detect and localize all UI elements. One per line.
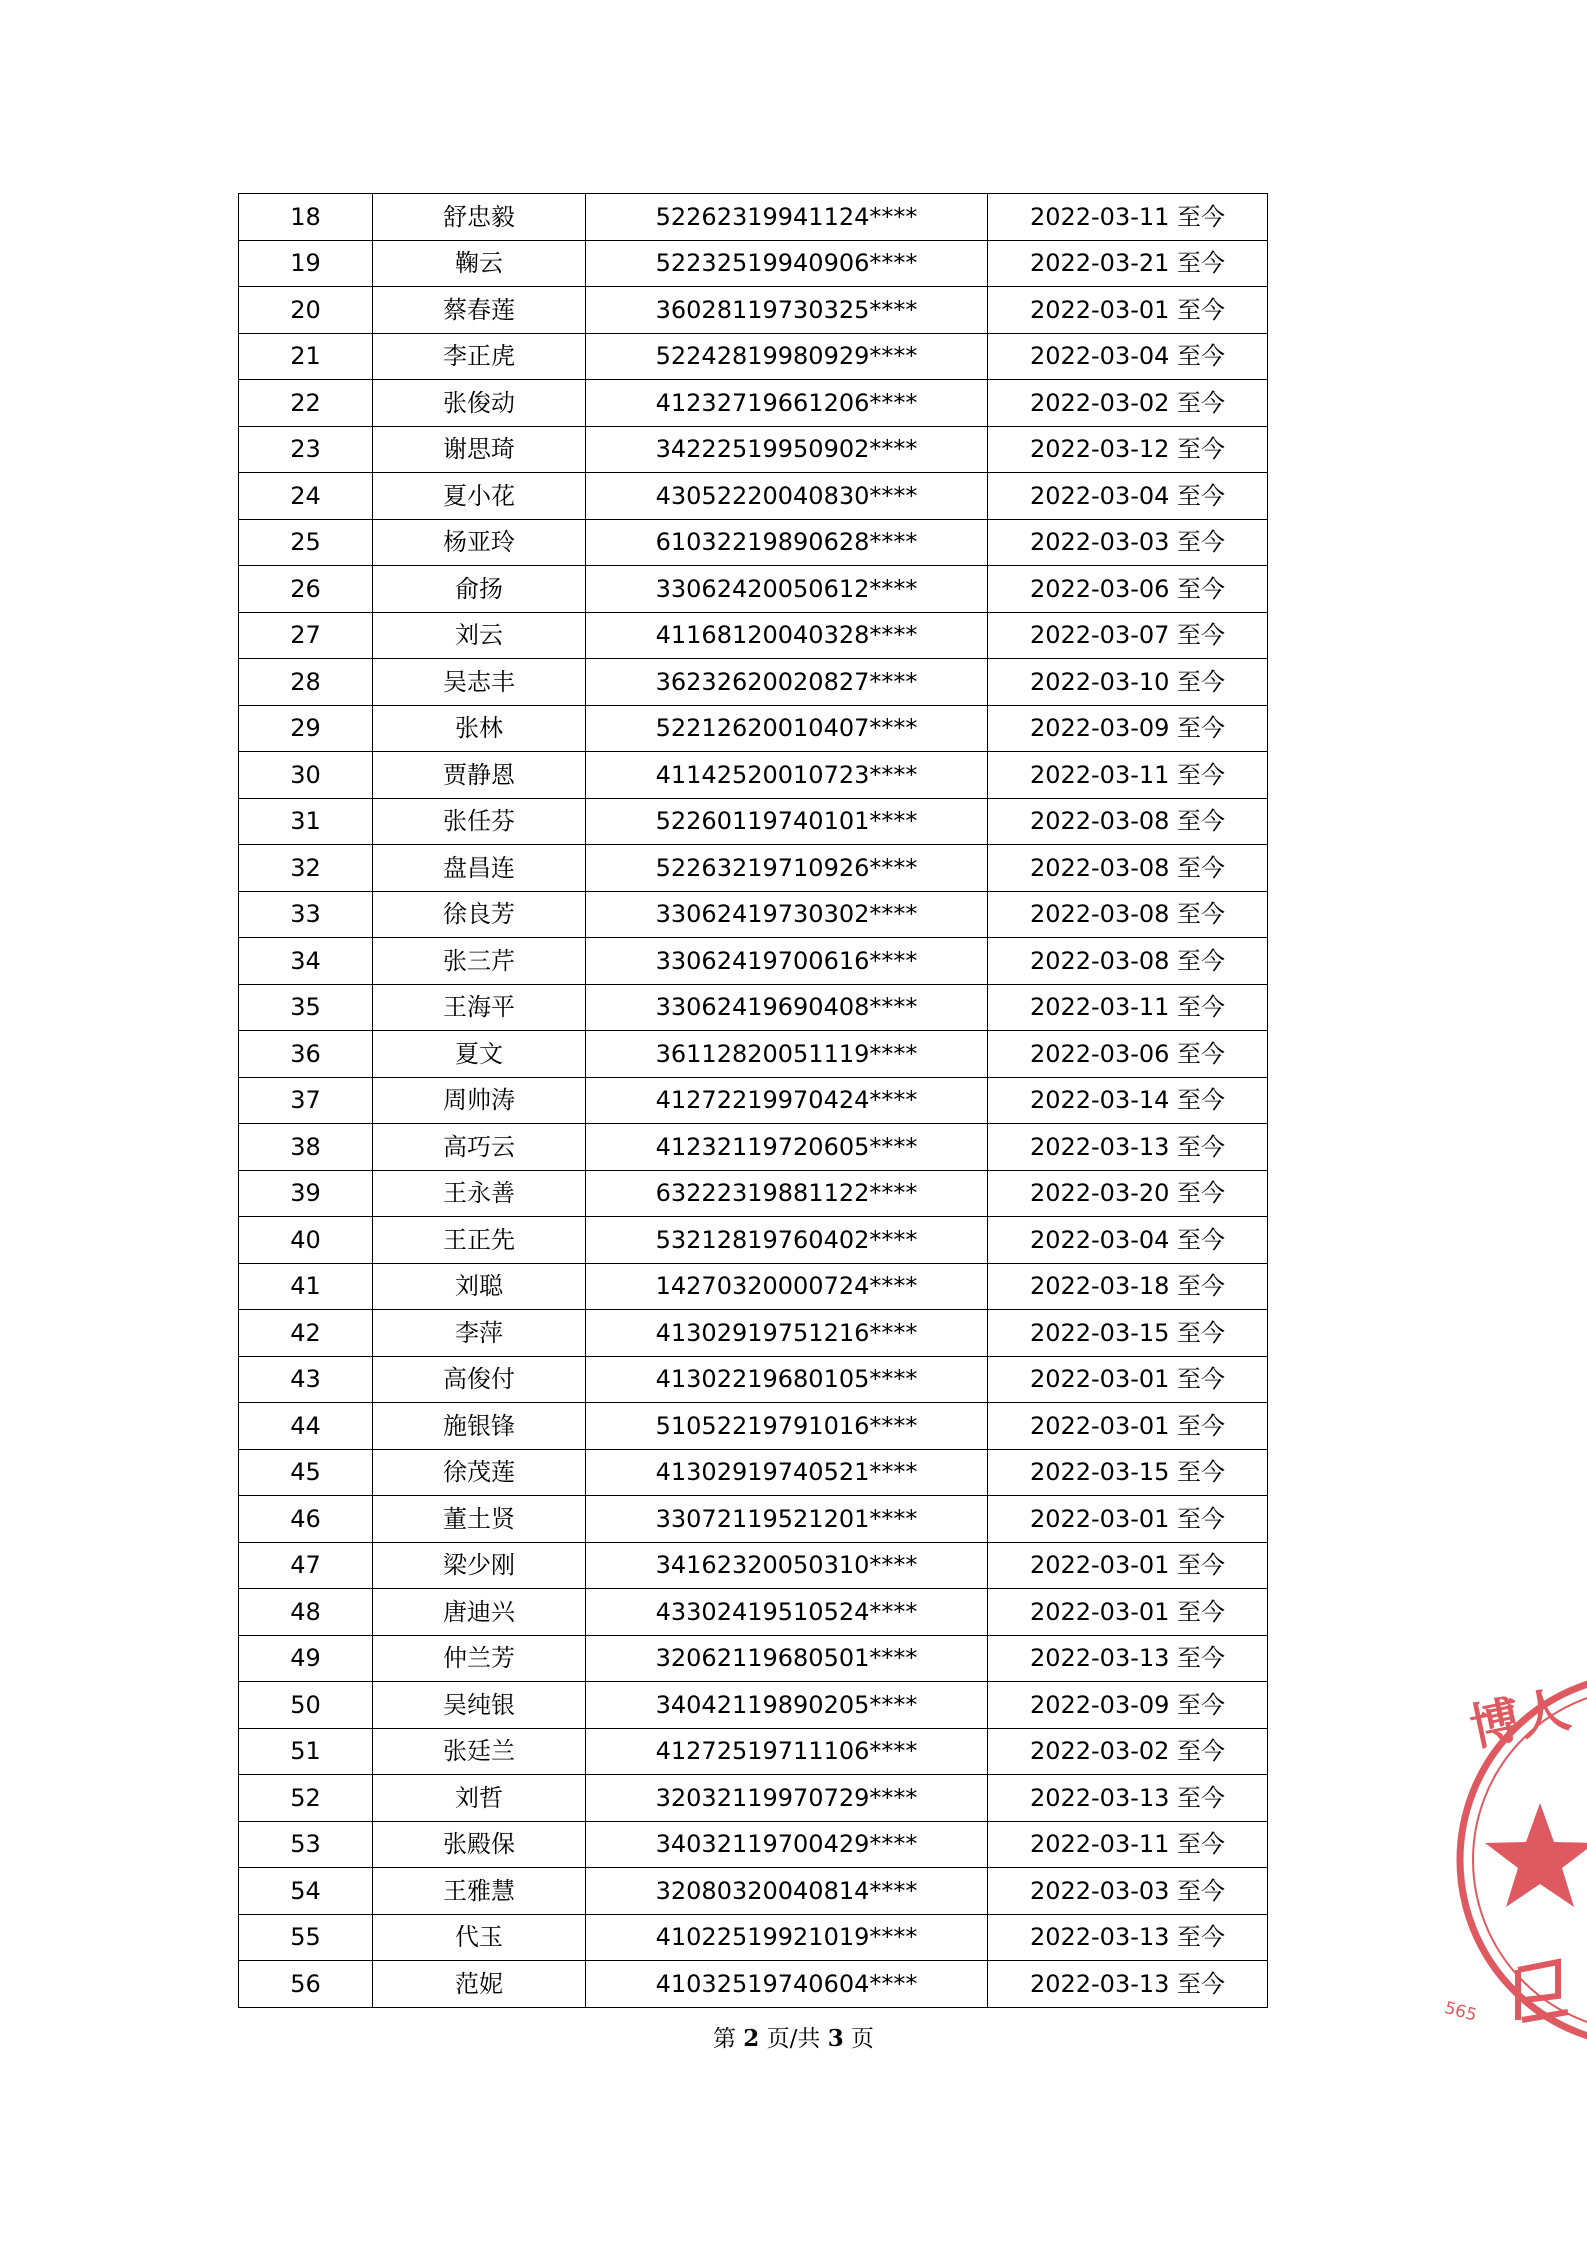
table-row (239, 1449, 1268, 1496)
table-row (239, 1914, 1268, 1961)
date-period-cell: 2022-03-13 至今 (988, 1124, 1268, 1171)
name-cell: 代玉 (373, 1914, 586, 1961)
id-number-cell: 41022519921019**** (586, 1914, 988, 1961)
name-cell: 徐茂莲 (373, 1449, 586, 1496)
date-period-cell: 2022-03-07 至今 (988, 612, 1268, 659)
official-seal-stamp (1440, 1660, 1587, 2050)
name-cell: 仲兰芳 (373, 1635, 586, 1682)
id-number-cell: 34032119700429**** (586, 1821, 988, 1868)
date-period-cell: 2022-03-06 至今 (988, 566, 1268, 613)
id-number-cell: 33062419730302**** (586, 891, 988, 938)
id-number-cell: 36232620020827**** (586, 659, 988, 706)
name-cell: 张任芬 (373, 798, 586, 845)
table-row (239, 1635, 1268, 1682)
date-period-cell: 2022-03-13 至今 (988, 1775, 1268, 1822)
row-number-cell: 48 (239, 1589, 373, 1636)
name-cell: 周帅涛 (373, 1077, 586, 1124)
row-number-cell: 46 (239, 1496, 373, 1543)
date-period-cell: 2022-03-13 至今 (988, 1961, 1268, 2008)
seal-number: 565 (1442, 1998, 1479, 2026)
seal-text: 博人 (1464, 1678, 1576, 1758)
name-cell: 施银锋 (373, 1403, 586, 1450)
id-number-cell: 52242819980929**** (586, 333, 988, 380)
date-period-cell: 2022-03-10 至今 (988, 659, 1268, 706)
id-number-cell: 41232719661206**** (586, 380, 988, 427)
name-cell: 刘云 (373, 612, 586, 659)
name-cell: 高俊付 (373, 1356, 586, 1403)
footer-middle: 页/共 (766, 2026, 821, 2052)
table-row (239, 194, 1268, 241)
row-number-cell: 23 (239, 426, 373, 473)
row-number-cell: 22 (239, 380, 373, 427)
id-number-cell: 43052220040830**** (586, 473, 988, 520)
table-row (239, 1496, 1268, 1543)
table-row (239, 1821, 1268, 1868)
name-cell: 蔡春莲 (373, 287, 586, 334)
name-cell: 董土贤 (373, 1496, 586, 1543)
date-period-cell: 2022-03-11 至今 (988, 752, 1268, 799)
date-period-cell: 2022-03-20 至今 (988, 1170, 1268, 1217)
name-cell: 李萍 (373, 1310, 586, 1357)
current-page-number: 2 (743, 2025, 760, 2052)
table-row (239, 1542, 1268, 1589)
row-number-cell: 41 (239, 1263, 373, 1310)
total-pages-number: 3 (827, 2025, 844, 2052)
table-row (239, 659, 1268, 706)
row-number-cell: 20 (239, 287, 373, 334)
id-number-cell: 52232519940906**** (586, 240, 988, 287)
date-period-cell: 2022-03-11 至今 (988, 194, 1268, 241)
date-period-cell: 2022-03-02 至今 (988, 1728, 1268, 1775)
date-period-cell: 2022-03-13 至今 (988, 1635, 1268, 1682)
id-number-cell: 32062119680501**** (586, 1635, 988, 1682)
table-row (239, 380, 1268, 427)
id-number-cell: 41302919740521**** (586, 1449, 988, 1496)
table-row (239, 1217, 1268, 1264)
date-period-cell: 2022-03-01 至今 (988, 1356, 1268, 1403)
table-row (239, 1356, 1268, 1403)
id-number-cell: 33062419690408**** (586, 984, 988, 1031)
date-period-cell: 2022-03-01 至今 (988, 1542, 1268, 1589)
table-row (239, 240, 1268, 287)
table-row (239, 287, 1268, 334)
id-number-cell: 61032219890628**** (586, 519, 988, 566)
table-row (239, 612, 1268, 659)
name-cell: 刘哲 (373, 1775, 586, 1822)
table-row (239, 1961, 1268, 2008)
date-period-cell: 2022-03-09 至今 (988, 1682, 1268, 1729)
table-row (239, 1263, 1268, 1310)
name-cell: 鞠云 (373, 240, 586, 287)
row-number-cell: 42 (239, 1310, 373, 1357)
id-number-cell: 33062420050612**** (586, 566, 988, 613)
name-cell: 王正先 (373, 1217, 586, 1264)
name-cell: 张三芹 (373, 938, 586, 985)
date-period-cell: 2022-03-08 至今 (988, 891, 1268, 938)
row-number-cell: 27 (239, 612, 373, 659)
date-period-cell: 2022-03-11 至今 (988, 984, 1268, 1031)
date-period-cell: 2022-03-21 至今 (988, 240, 1268, 287)
table-row (239, 426, 1268, 473)
id-number-cell: 32080320040814**** (586, 1868, 988, 1915)
name-cell: 夏文 (373, 1031, 586, 1078)
name-cell: 徐良芳 (373, 891, 586, 938)
date-period-cell: 2022-03-08 至今 (988, 938, 1268, 985)
id-number-cell: 36112820051119**** (586, 1031, 988, 1078)
name-cell: 吴志丰 (373, 659, 586, 706)
table-row (239, 984, 1268, 1031)
row-number-cell: 47 (239, 1542, 373, 1589)
name-cell: 杨亚玲 (373, 519, 586, 566)
id-number-cell: 41302919751216**** (586, 1310, 988, 1357)
row-number-cell: 45 (239, 1449, 373, 1496)
row-number-cell: 31 (239, 798, 373, 845)
date-period-cell: 2022-03-12 至今 (988, 426, 1268, 473)
id-number-cell: 32032119970729**** (586, 1775, 988, 1822)
date-period-cell: 2022-03-18 至今 (988, 1263, 1268, 1310)
date-period-cell: 2022-03-08 至今 (988, 845, 1268, 892)
id-number-cell: 34162320050310**** (586, 1542, 988, 1589)
id-number-cell: 41272519711106**** (586, 1728, 988, 1775)
row-number-cell: 55 (239, 1914, 373, 1961)
id-number-cell: 33062419700616**** (586, 938, 988, 985)
row-number-cell: 19 (239, 240, 373, 287)
id-number-cell: 52260119740101**** (586, 798, 988, 845)
name-cell: 王雅慧 (373, 1868, 586, 1915)
table-row (239, 1124, 1268, 1171)
id-number-cell: 63222319881122**** (586, 1170, 988, 1217)
name-cell: 高巧云 (373, 1124, 586, 1171)
name-cell: 谢思琦 (373, 426, 586, 473)
date-period-cell: 2022-03-09 至今 (988, 705, 1268, 752)
row-number-cell: 26 (239, 566, 373, 613)
name-cell: 刘聪 (373, 1263, 586, 1310)
date-period-cell: 2022-03-04 至今 (988, 333, 1268, 380)
table-row (239, 1868, 1268, 1915)
table-row (239, 1728, 1268, 1775)
table-row (239, 1589, 1268, 1636)
row-number-cell: 21 (239, 333, 373, 380)
row-number-cell: 39 (239, 1170, 373, 1217)
name-cell: 梁少刚 (373, 1542, 586, 1589)
date-period-cell: 2022-03-01 至今 (988, 1589, 1268, 1636)
table-row (239, 1077, 1268, 1124)
date-period-cell: 2022-03-03 至今 (988, 1868, 1268, 1915)
personnel-table (238, 193, 1268, 2008)
row-number-cell: 40 (239, 1217, 373, 1264)
table-row (239, 519, 1268, 566)
table-row (239, 705, 1268, 752)
row-number-cell: 18 (239, 194, 373, 241)
row-number-cell: 44 (239, 1403, 373, 1450)
row-number-cell: 34 (239, 938, 373, 985)
id-number-cell: 41168120040328**** (586, 612, 988, 659)
date-period-cell: 2022-03-04 至今 (988, 473, 1268, 520)
name-cell: 王海平 (373, 984, 586, 1031)
row-number-cell: 33 (239, 891, 373, 938)
row-number-cell: 35 (239, 984, 373, 1031)
date-period-cell: 2022-03-01 至今 (988, 1403, 1268, 1450)
id-number-cell: 43302419510524**** (586, 1589, 988, 1636)
id-number-cell: 41302219680105**** (586, 1356, 988, 1403)
id-number-cell: 36028119730325**** (586, 287, 988, 334)
table-row (239, 333, 1268, 380)
name-cell: 王永善 (373, 1170, 586, 1217)
date-period-cell: 2022-03-03 至今 (988, 519, 1268, 566)
date-period-cell: 2022-03-06 至今 (988, 1031, 1268, 1078)
row-number-cell: 49 (239, 1635, 373, 1682)
id-number-cell: 51052219791016**** (586, 1403, 988, 1450)
table-row (239, 1775, 1268, 1822)
date-period-cell: 2022-03-01 至今 (988, 287, 1268, 334)
row-number-cell: 51 (239, 1728, 373, 1775)
footer-prefix: 第 (712, 2026, 736, 2052)
seal-stamp-icon (1440, 1660, 1587, 2050)
row-number-cell: 24 (239, 473, 373, 520)
row-number-cell: 25 (239, 519, 373, 566)
name-cell: 张俊动 (373, 380, 586, 427)
row-number-cell: 29 (239, 705, 373, 752)
name-cell: 唐迪兴 (373, 1589, 586, 1636)
name-cell: 范妮 (373, 1961, 586, 2008)
row-number-cell: 52 (239, 1775, 373, 1822)
date-period-cell: 2022-03-14 至今 (988, 1077, 1268, 1124)
table-row (239, 1403, 1268, 1450)
id-number-cell: 52212620010407**** (586, 705, 988, 752)
row-number-cell: 43 (239, 1356, 373, 1403)
name-cell: 舒忠毅 (373, 194, 586, 241)
table-row (239, 473, 1268, 520)
footer-suffix: 页 (851, 2026, 875, 2052)
row-number-cell: 56 (239, 1961, 373, 2008)
table-row (239, 798, 1268, 845)
id-number-cell: 52262319941124**** (586, 194, 988, 241)
row-number-cell: 50 (239, 1682, 373, 1729)
id-number-cell: 34222519950902**** (586, 426, 988, 473)
date-period-cell: 2022-03-02 至今 (988, 380, 1268, 427)
table-row (239, 938, 1268, 985)
row-number-cell: 30 (239, 752, 373, 799)
name-cell: 夏小花 (373, 473, 586, 520)
id-number-cell: 14270320000724**** (586, 1263, 988, 1310)
name-cell: 张林 (373, 705, 586, 752)
page-footer (0, 2024, 1587, 2054)
table-row (239, 1310, 1268, 1357)
id-number-cell: 52263219710926**** (586, 845, 988, 892)
date-period-cell: 2022-03-15 至今 (988, 1310, 1268, 1357)
table-row (239, 566, 1268, 613)
table-row (239, 1170, 1268, 1217)
table-row (239, 752, 1268, 799)
row-number-cell: 36 (239, 1031, 373, 1078)
id-number-cell: 41142520010723**** (586, 752, 988, 799)
table-row (239, 845, 1268, 892)
id-number-cell: 41272219970424**** (586, 1077, 988, 1124)
date-period-cell: 2022-03-08 至今 (988, 798, 1268, 845)
id-number-cell: 41232119720605**** (586, 1124, 988, 1171)
name-cell: 俞扬 (373, 566, 586, 613)
id-number-cell: 33072119521201**** (586, 1496, 988, 1543)
table-row (239, 1031, 1268, 1078)
date-period-cell: 2022-03-15 至今 (988, 1449, 1268, 1496)
row-number-cell: 38 (239, 1124, 373, 1171)
id-number-cell: 34042119890205**** (586, 1682, 988, 1729)
name-cell: 盘昌连 (373, 845, 586, 892)
row-number-cell: 53 (239, 1821, 373, 1868)
date-period-cell: 2022-03-04 至今 (988, 1217, 1268, 1264)
name-cell: 李正虎 (373, 333, 586, 380)
table-row (239, 1682, 1268, 1729)
date-period-cell: 2022-03-01 至今 (988, 1496, 1268, 1543)
name-cell: 贾静恩 (373, 752, 586, 799)
row-number-cell: 54 (239, 1868, 373, 1915)
name-cell: 吴纯银 (373, 1682, 586, 1729)
id-number-cell: 41032519740604**** (586, 1961, 988, 2008)
row-number-cell: 28 (239, 659, 373, 706)
row-number-cell: 32 (239, 845, 373, 892)
name-cell: 张廷兰 (373, 1728, 586, 1775)
date-period-cell: 2022-03-11 至今 (988, 1821, 1268, 1868)
name-cell: 张殿保 (373, 1821, 586, 1868)
date-period-cell: 2022-03-13 至今 (988, 1914, 1268, 1961)
row-number-cell: 37 (239, 1077, 373, 1124)
table-body (239, 194, 1268, 2008)
table-row (239, 891, 1268, 938)
id-number-cell: 53212819760402**** (586, 1217, 988, 1264)
